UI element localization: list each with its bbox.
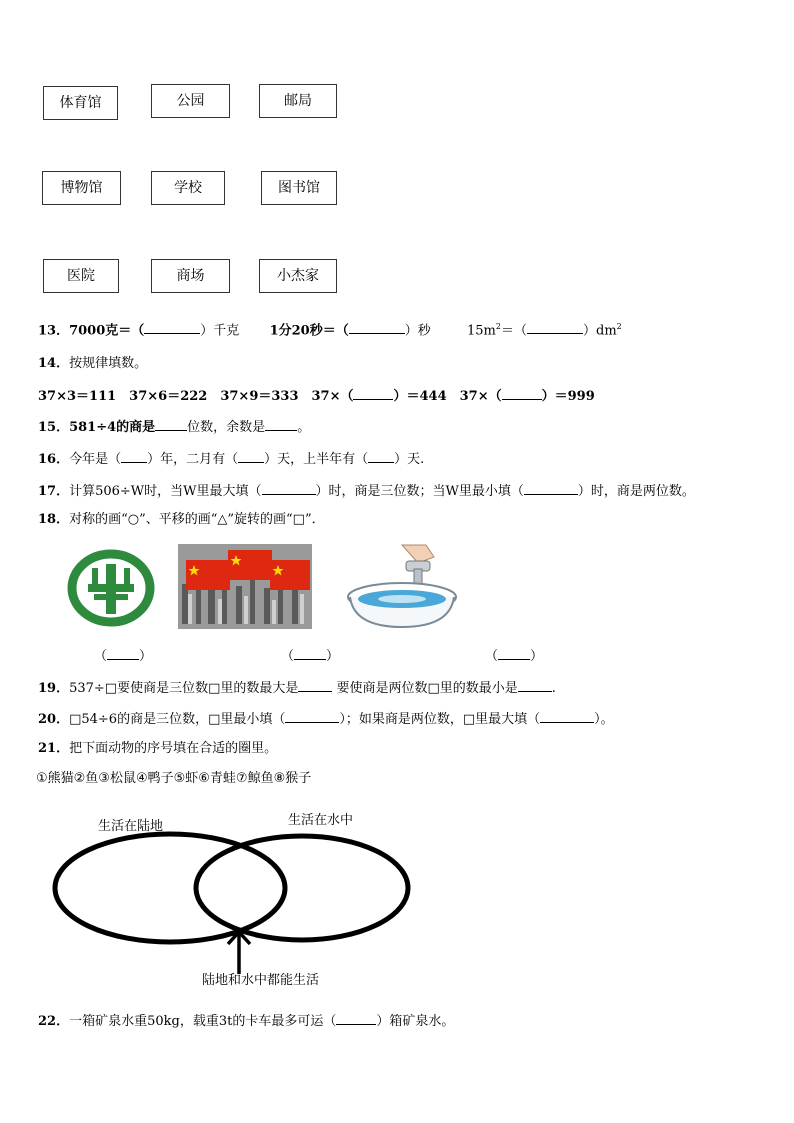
- question-19: 19．537÷□要使商是三位数□里的数最大是 要使商是两位数□里的数最小是 .: [38, 677, 556, 698]
- blank[interactable]: [518, 677, 552, 692]
- place-box-post: 邮局: [259, 84, 337, 118]
- moving-flags-icon: [178, 544, 312, 629]
- blank[interactable]: [262, 480, 316, 495]
- blank[interactable]: [368, 448, 394, 463]
- blank[interactable]: [527, 319, 583, 334]
- blank[interactable]: [238, 448, 264, 463]
- both-label: 陆地和水中都能生活: [202, 973, 320, 988]
- blank[interactable]: [285, 708, 339, 723]
- question-16: 16．今年是（ ）年，二月有（ ）天，上半年有（ ）天.: [38, 448, 424, 469]
- blank[interactable]: [502, 385, 542, 400]
- question-15: 15．581÷4的商是 位数，余数是 。: [38, 416, 310, 437]
- question-14: 14．按规律填数。: [38, 356, 148, 371]
- question-22: 22．一箱矿泉水重50kg，载重3t的卡车最多可运（ ）箱矿泉水。: [38, 1010, 454, 1031]
- blank[interactable]: [298, 677, 332, 692]
- water-circle: [196, 836, 408, 940]
- answer-paren-2[interactable]: （ ）: [281, 649, 340, 664]
- land-circle: [55, 834, 285, 942]
- blank[interactable]: [353, 385, 393, 400]
- place-box-hospital: 医院: [43, 259, 119, 293]
- faucet-sink-icon: [344, 543, 462, 629]
- blank[interactable]: [121, 448, 147, 463]
- question-13: 13．7000克＝（ ）千克 1分20秒＝（ ）秒 $15m^2=$（ ）$dm^2$: [38, 318, 622, 340]
- bank-logo-icon: [64, 548, 158, 628]
- place-box-library: 图书馆: [261, 171, 337, 205]
- question-20: 20．□54÷6的商是三位数，□里最小填（ ）；如果商是两位数，□里最大填（ ）。: [38, 708, 614, 729]
- answer-paren-3[interactable]: （ ）: [485, 649, 544, 664]
- question-17: 17．计算506÷W时，当W里最大填（ ）时，商是三位数；当W里最小填（ ）时，商是两位数。: [38, 480, 695, 501]
- place-box-home: 小杰家: [259, 259, 337, 293]
- venn-diagram: [40, 828, 430, 978]
- question-21: 21．把下面动物的序号填在合适的圈里。: [38, 741, 278, 756]
- blank[interactable]: [336, 1010, 376, 1025]
- place-box-museum: 博物馆: [42, 171, 121, 205]
- place-box-park: 公园: [151, 84, 230, 118]
- place-box-mall: 商场: [151, 259, 230, 293]
- place-box-school: 学校: [151, 171, 225, 205]
- water-label: 生活在水中: [288, 813, 354, 828]
- blank[interactable]: [155, 416, 187, 431]
- land-label: 生活在陆地: [98, 819, 164, 834]
- place-box-gym: 体育馆: [43, 86, 118, 120]
- question-14-row: 37×3＝111 37×6＝222 37×9＝333 37×（ ）＝444 37×（ ）＝999: [38, 385, 595, 406]
- answer-paren-1[interactable]: （ ）: [94, 649, 153, 664]
- blank[interactable]: [524, 480, 578, 495]
- blank[interactable]: [144, 319, 200, 334]
- blank[interactable]: [349, 319, 405, 334]
- animal-list: ①熊猫②鱼③松鼠④鸭子⑤虾⑥青蛙⑦鲸鱼⑧猴子: [36, 771, 312, 786]
- blank[interactable]: [265, 416, 297, 431]
- question-18: 18．对称的画“○”、平移的画“△”旋转的画“□”．: [38, 512, 325, 527]
- blank[interactable]: [540, 708, 594, 723]
